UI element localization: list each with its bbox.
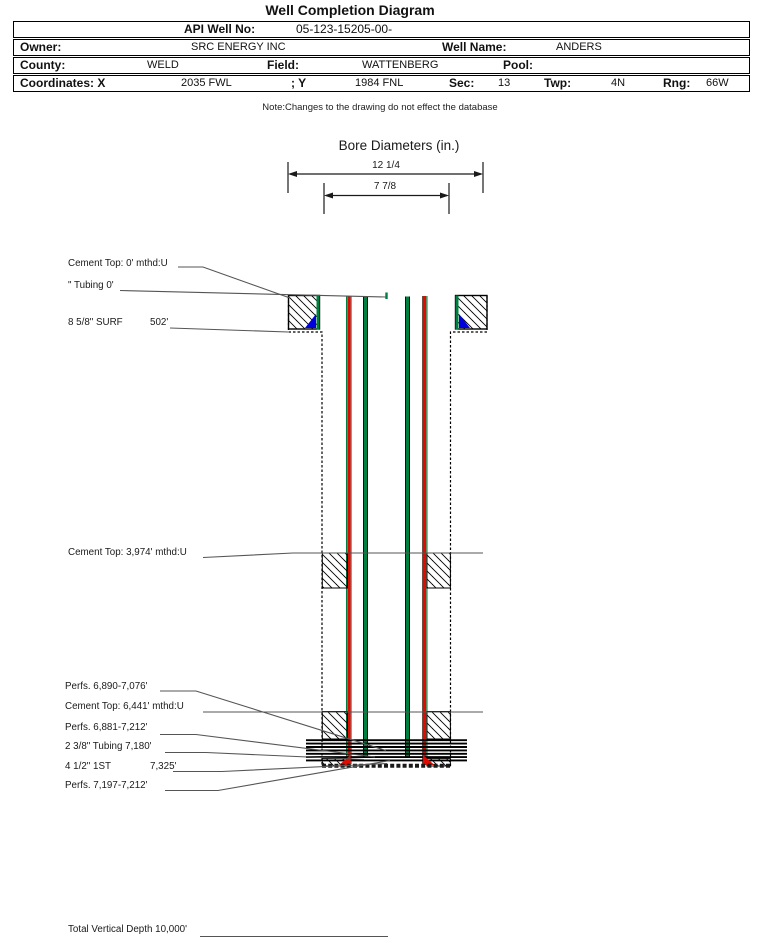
arrowhead [288, 171, 297, 177]
arrowhead [474, 171, 483, 177]
label-surf-casing: 8 5/8" SURF [68, 317, 123, 328]
coordinates-x-value: 2035 FWL [181, 77, 232, 89]
field-label: Field: [267, 58, 299, 72]
label-cement-top-6441: Cement Top: 6,441' mthd:U [65, 701, 184, 712]
well-diagram [0, 125, 759, 943]
coordinates-label: Coordinates: X [20, 76, 106, 90]
sec-value: 13 [498, 77, 511, 89]
cement-6441-right [427, 712, 451, 740]
label-surf-depth: 502' [150, 317, 169, 328]
well-info-table [13, 21, 750, 93]
api-label: API Well No: [184, 22, 256, 36]
bore-diameters-title: Bore Diameters (in.) [338, 138, 460, 153]
leader-surf-casing [170, 328, 288, 332]
y-value: 1984 FNL [355, 77, 404, 89]
arrowhead [324, 193, 333, 199]
label-cement-top-0: Cement Top: 0' mthd:U [68, 258, 168, 269]
page-title: Well Completion Diagram [265, 2, 435, 18]
cement-3974-left [322, 553, 347, 588]
api-row [13, 21, 750, 38]
county-row [13, 57, 750, 74]
production-casing-left [347, 296, 352, 764]
label-perfs-6890: Perfs. 6,890-7,076' [65, 681, 148, 692]
leader-perfs-6890 [160, 691, 386, 751]
sec-label: Sec: [449, 76, 475, 90]
field-value: WATTENBERG [362, 59, 439, 71]
owner-label: Owner: [20, 40, 62, 54]
label-perfs-6881: Perfs. 6,881-7,212' [65, 722, 148, 733]
county-label: County: [20, 58, 66, 72]
rng-value: 66W [706, 77, 729, 89]
inner-bore-dimension [324, 181, 449, 214]
label-tubing-7180: 2 3/8" Tubing 7,180' [65, 741, 152, 752]
api-value: 05-123-15205-00- [296, 22, 393, 36]
well-name-label: Well Name: [442, 40, 507, 54]
coordinates-row [13, 75, 750, 92]
twp-value: 4N [611, 77, 626, 89]
production-casing-right [422, 296, 427, 764]
well-name-value: ANDERS [556, 41, 602, 53]
perforation-lines [306, 740, 467, 760]
database-note: Note:Changes to the drawing do not effect the database [262, 102, 498, 113]
label-casing-1st: 4 1/2" 1ST [65, 761, 111, 772]
owner-value: SRC ENERGY INC [191, 41, 286, 53]
county-value: WELD [147, 59, 179, 71]
leader-lines [120, 267, 483, 937]
leader-tubing-0 [120, 291, 386, 298]
y-label: ; Y [291, 76, 307, 90]
borehole-wall-left [289, 296, 323, 767]
rng-label: Rng: [663, 76, 691, 90]
cement-3974-right [427, 553, 451, 588]
label-casing-1st-depth: 7,325' [150, 761, 177, 772]
label-perfs-7197: Perfs. 7,197-7,212' [65, 780, 148, 791]
twp-label: Twp: [544, 76, 572, 90]
label-tubing-0: " Tubing 0' [68, 280, 114, 291]
outer-bore-label: 12 1/4 [372, 160, 400, 171]
label-tvd: Total Vertical Depth 10,000' [68, 924, 187, 935]
owner-row [13, 39, 750, 56]
borehole-wall-right [451, 296, 488, 767]
inner-bore-label: 7 7/8 [373, 181, 397, 192]
label-cement-top-3974: Cement Top: 3,974' mthd:U [68, 547, 187, 558]
arrowhead [440, 193, 449, 199]
pool-label: Pool: [503, 58, 533, 72]
